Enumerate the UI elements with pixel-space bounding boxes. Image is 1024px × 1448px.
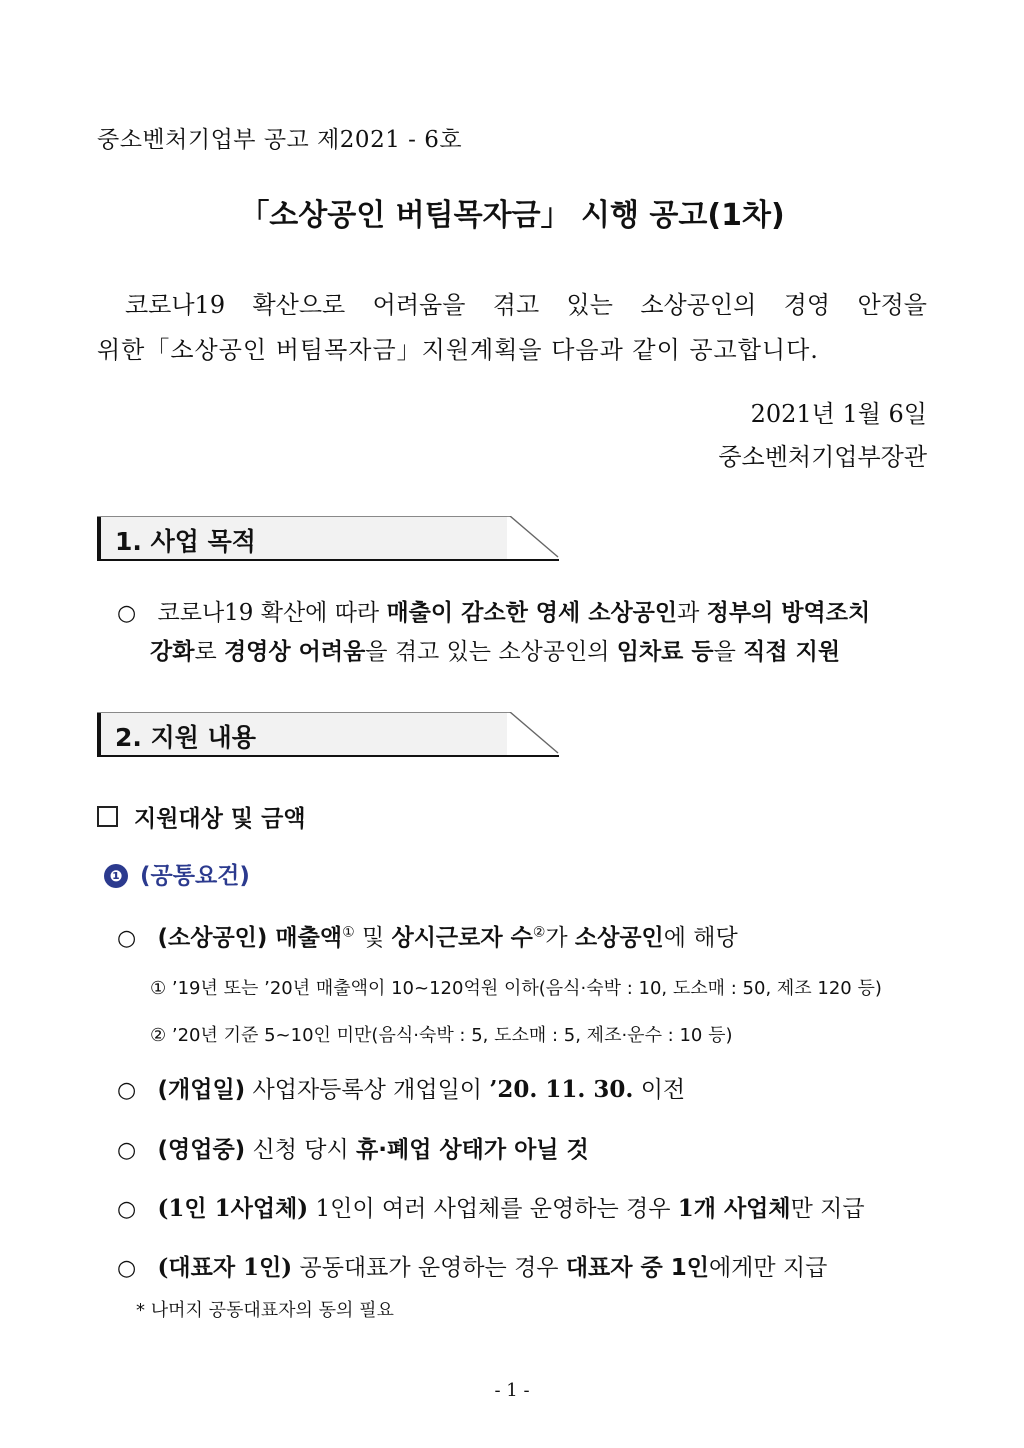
section-1-heading bbox=[97, 516, 562, 562]
checkbox-square-icon bbox=[97, 806, 118, 827]
intro-paragraph bbox=[97, 283, 927, 373]
requirement-small-business: ○ (소상공인) 매출액① 및 상시근로자 수②가 소상공인에 해당 bbox=[117, 924, 738, 951]
purpose-line-2: 강화로 경영상 어려움을 겪고 있는 소상공인의 임차료 등을 직접 지원 bbox=[150, 639, 841, 665]
requirement-one-business: ○ (1인 1사업체) 1인이 여러 사업체를 운영하는 경우 1개 사업체만 지급 bbox=[117, 1195, 865, 1222]
requirement-opening-date: ○ (개업일) 사업자등록상 개업일이 ’20. 11. 30. 이전 bbox=[117, 1076, 686, 1103]
document-title: 「소상공인 버팀목자금」 시행 공고(1차) bbox=[239, 198, 785, 233]
common-requirements-heading: ❶ (공통요건) bbox=[104, 857, 250, 890]
section-2-title: 2. 지원 내용 bbox=[115, 723, 256, 752]
section-1-title: 1. 사업 목적 bbox=[115, 527, 256, 556]
issuer: 중소벤처기업부장관 bbox=[718, 443, 927, 471]
footnote-employees: ② ’20년 기준 5~10인 미만(음식·숙박 : 5, 도소매 : 5, 제조·운수 : 10 등) bbox=[150, 1025, 733, 1046]
announcement-date: 2021년 1월 6일 bbox=[750, 400, 927, 428]
footnote-co-representative: * 나머지 공동대표자의 동의 필요 bbox=[136, 1300, 394, 1321]
page-number: - 1 - bbox=[494, 1380, 530, 1401]
intro-line-1: 코로나19 확산으로 어려움을 겪고 있는 소상공인의 경영 안정을 bbox=[125, 291, 927, 319]
requirement-operating: ○ (영업중) 신청 당시 휴·폐업 상태가 아닐 것 bbox=[117, 1137, 589, 1163]
footnote-sales: ① ’19년 또는 ’20년 매출액이 10~120억원 이하(음식·숙박 : 10, 도소매 : 50, 제조 120 등) bbox=[150, 978, 882, 999]
number-one-icon: ❶ bbox=[104, 864, 128, 888]
bullet-marker: ○ bbox=[117, 601, 137, 626]
notice-number: 중소벤처기업부 공고 제2021 - 6호 bbox=[97, 127, 463, 153]
purpose-line-1: ○ 코로나19 확산에 따라 매출이 감소한 영세 소상공인과 정부의 방역조치 bbox=[117, 600, 871, 626]
section-2-heading bbox=[97, 712, 562, 758]
intro-line-2: 위한「소상공인 버팀목자금」지원계획을 다음과 같이 공고합니다. bbox=[97, 336, 819, 364]
eligibility-subheading: 지원대상 및 금액 bbox=[97, 800, 306, 833]
requirement-representative: ○ (대표자 1인) 공동대표가 운영하는 경우 대표자 중 1인에게만 지급 bbox=[117, 1254, 828, 1281]
